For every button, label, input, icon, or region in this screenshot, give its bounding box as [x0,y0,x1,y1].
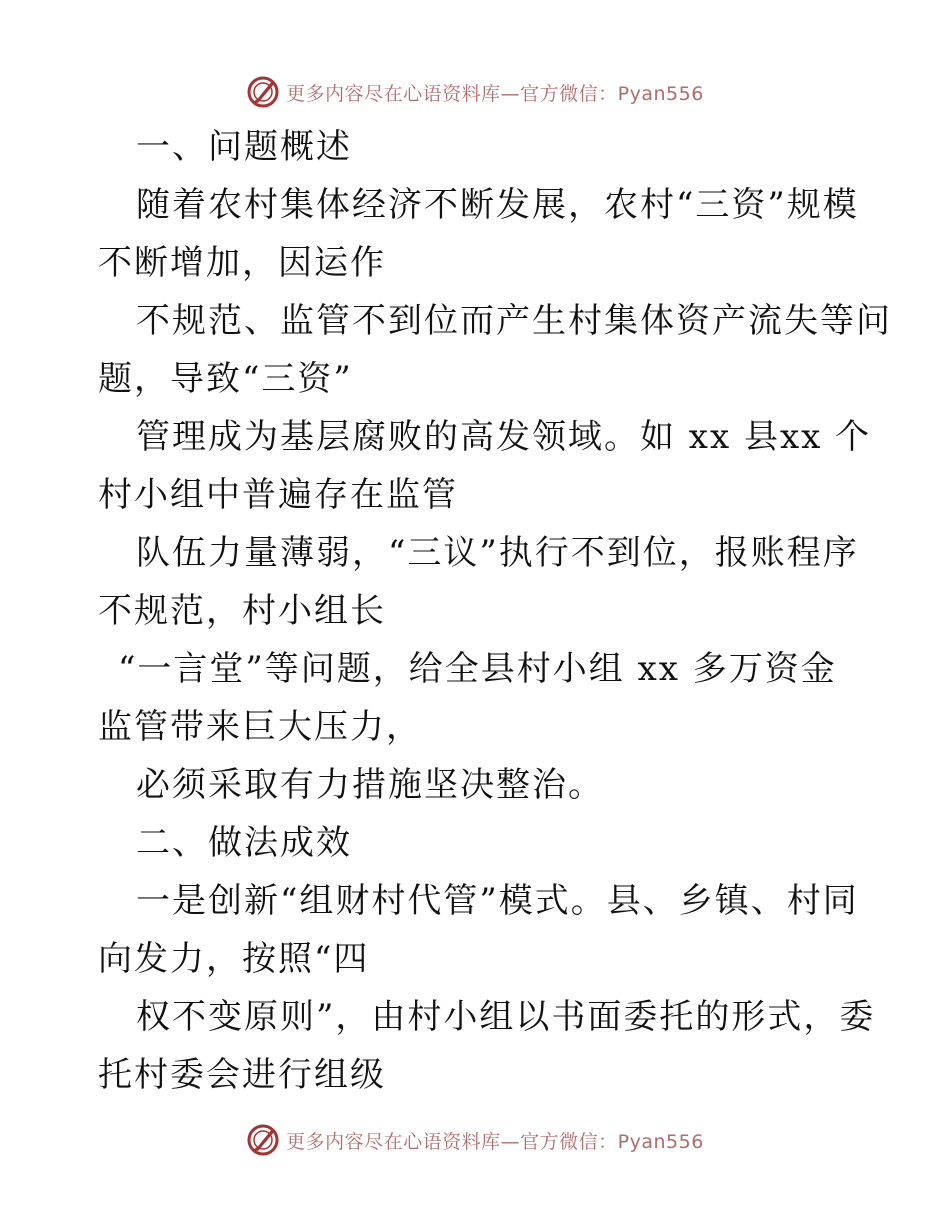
section-heading-2: 二、做法成效 [136,823,352,863]
quill-pen-seal-icon [246,75,280,109]
document-body [98,118,892,1104]
paragraph-line: 监管带来巨大压力， [98,707,422,747]
paragraph-line: 一是创新“组财村代管”模式。县、乡镇、村同 [136,881,859,921]
paragraph-line: 管理成为基层腐败的高发领域。如 xx 县xx 个 [136,417,872,457]
paragraph-line: 题，导致“三资” [98,359,353,399]
header-banner-text: 更多内容尽在心语资料库—官方微信：Pyan556 [286,82,704,105]
paragraph-line: 村小组中普遍存在监管 [98,475,458,515]
paragraph-line: “一言堂”等问题，给全县村小组 xx 多万资金 [118,649,837,689]
paragraph-line: 不规范、监管不到位而产生村集体资产流失等问 [136,301,892,341]
quill-pen-seal-icon [246,1123,280,1157]
footer-banner-text: 更多内容尽在心语资料库—官方微信：Pyan556 [286,1130,704,1153]
footer-banner [0,1120,950,1160]
paragraph-line: 不断增加，因运作 [98,243,386,283]
paragraph-line: 托村委会进行组级 [98,1055,386,1095]
paragraph-line: 不规范，村小组长 [98,591,386,631]
header-banner [0,72,950,112]
paragraph-line: 队伍力量薄弱，“三议”执行不到位，报账程序 [136,533,859,573]
paragraph-line: 权不变原则”，由村小组以书面委托的形式，委 [136,997,876,1037]
paragraph-line: 随着农村集体经济不断发展，农村“三资”规模 [136,185,859,225]
paragraph-line: 向发力，按照“四 [98,939,370,979]
section-heading-1: 一、问题概述 [136,127,352,167]
paragraph-line: 必须采取有力措施坚决整治。 [136,765,604,805]
